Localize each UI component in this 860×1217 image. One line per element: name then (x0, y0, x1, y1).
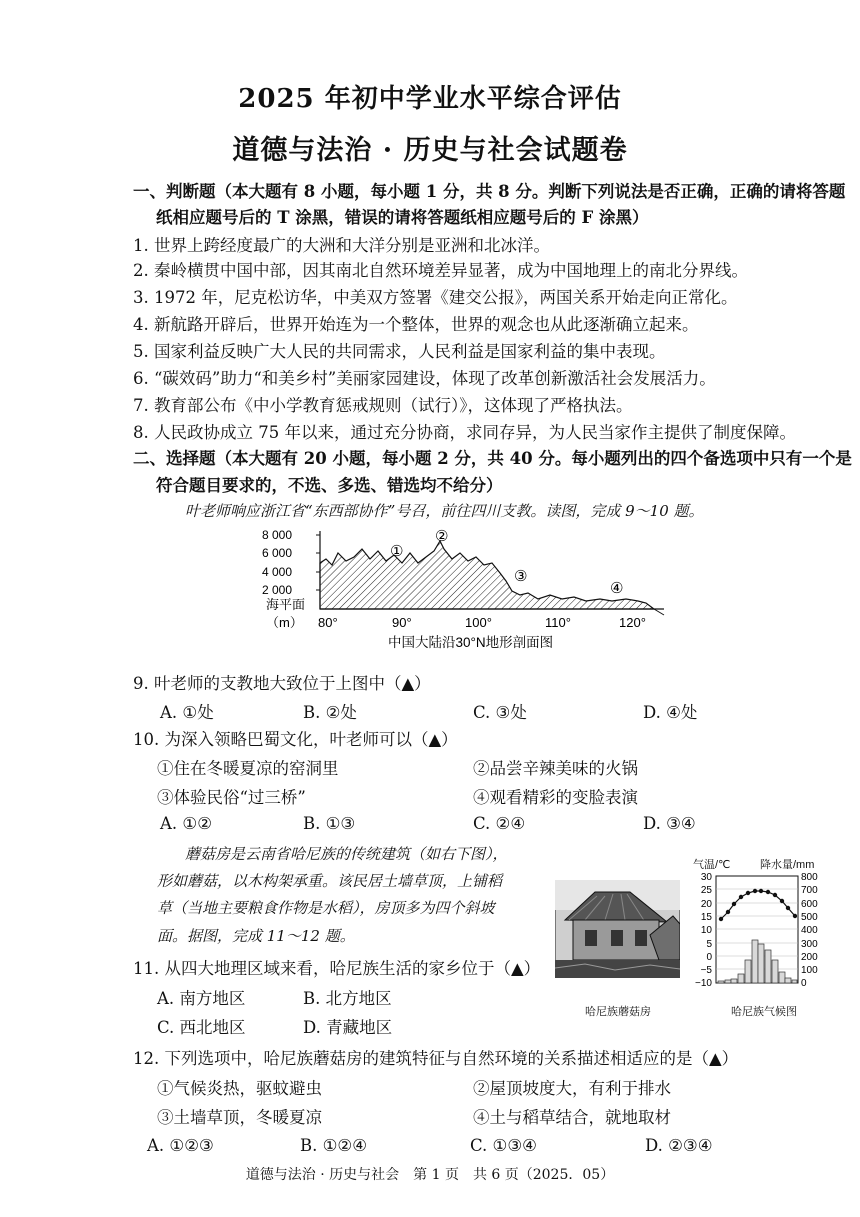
temp-tick-0: 0 (706, 952, 712, 963)
q12-choice-2: ②屋顶坡度大，有利于排水 (473, 1079, 671, 1098)
q10-option-a: A. ①② (160, 814, 212, 833)
q9-10-intro: 叶老师响应浙江省“东西部协作”号召，前往四川支教。读图，完成 9～10 题。 (185, 502, 704, 520)
q12-option-b: B. ①②④ (300, 1136, 367, 1155)
profile-xtick-80: 80° (318, 615, 338, 630)
precip-tick-0: 0 (801, 978, 807, 989)
profile-marker-3: ③ (514, 568, 528, 585)
q11-12-intro-line1: 蘑菇房是云南省哈尼族的传统建筑（如右下图）， (185, 845, 508, 863)
precip-bar-jan (718, 981, 724, 983)
q9-option-d: D. ④处 (643, 703, 698, 722)
q10-choice-3: ③体验民俗“过三桥” (157, 788, 306, 807)
precip-bar-mar (731, 979, 737, 983)
precip-tick-400: 400 (801, 925, 818, 936)
section2-heading: 二、选择题（本大题有 20 小题，每小题 2 分，共 40 分。每小题列出的四个备选项中只有一个是 (133, 449, 852, 468)
temp-tick-15: 15 (700, 912, 712, 923)
profile-xtick-100: 100° (465, 615, 492, 630)
precip-tick-700: 700 (801, 885, 818, 896)
q11-option-a: A. 南方地区 (157, 989, 246, 1008)
q12-choice-3: ③土墙草顶，冬暖夏凉 (157, 1108, 322, 1127)
climate-caption: 哈尼族气候图 (731, 1006, 797, 1018)
climate-precip-label: 降水量/mm (760, 859, 815, 871)
profile-ytick-2000: 2 000 (262, 583, 293, 597)
temp-tick-30: 30 (700, 872, 712, 883)
q11-option-d: D. 青藏地区 (303, 1018, 393, 1037)
q12-option-d: D. ②③④ (645, 1136, 713, 1155)
climate-chart (682, 868, 822, 993)
precip-tick-800: 800 (801, 872, 818, 883)
precip-bar-dec (792, 980, 797, 983)
q11-12-intro-line2: 形如蘑菇，以木构架承重。该民居土墙草顶，上铺稻 (157, 872, 503, 890)
exam-subtitle: 道德与法治 · 历史与社会试题卷 (232, 135, 628, 166)
q10-option-d: D. ③④ (643, 814, 696, 833)
temp-tick-5: 5 (706, 939, 712, 950)
q9-option-c: C. ③处 (473, 703, 527, 722)
judge-item-1: 1. 世界上跨经度最广的大洲和大洋分别是亚洲和北冰洋。 (133, 236, 550, 255)
precip-bar-jun (752, 940, 758, 983)
profile-xtick-110: 110° (545, 615, 571, 630)
q12-choice-4: ④土与稻草结合，就地取材 (473, 1108, 671, 1127)
house-caption: 哈尼族蘑菇房 (585, 1006, 651, 1018)
judge-item-8: 8. 人民政协成立 75 年以来，通过充分协商，求同存异，为人民当家作主提供了制度保障。 (133, 423, 796, 442)
judge-item-4: 4. 新航路开辟后，世界开始连为一个整体，世界的观念也从此逐渐确立起来。 (133, 315, 699, 334)
profile-ytick-4000: 4 000 (262, 565, 293, 579)
q10-option-c: C. ②④ (473, 814, 526, 833)
q11-12-intro-line3: 草（当地主要粮食作物是水稻），房顶多为四个斜坡 (157, 899, 495, 917)
mushroom-house-image (555, 880, 680, 978)
profile-marker-1: ① (390, 543, 404, 560)
q10-option-b: B. ①③ (303, 814, 356, 833)
precip-tick-300: 300 (801, 939, 818, 950)
profile-caption: 中国大陆沿30°N地形剖面图 (388, 635, 554, 650)
q12-choice-1: ①气候炎热，驱蚊避虫 (157, 1079, 322, 1098)
profile-marker-4: ④ (610, 580, 624, 597)
precip-tick-600: 600 (801, 899, 818, 910)
section2-heading-cont: 符合题目要求的，不选、多选、错选均不给分） (156, 476, 503, 495)
judge-item-6: 6. “碳效码”助力“和美乡村”美丽家园建设，体现了改革创新激活社会发展活力。 (133, 369, 716, 388)
precip-bar-feb (725, 980, 731, 983)
judge-item-3: 3. 1972 年，尼克松访华，中美双方签署《建交公报》，两国关系开始走向正常化。 (133, 288, 738, 307)
precip-tick-200: 200 (801, 952, 818, 963)
terrain-profile-chart (262, 523, 682, 658)
judge-item-2: 2. 秦岭横贯中国中部，因其南北自然环境差异显著，成为中国地理上的南北分界线。 (133, 261, 748, 280)
judge-item-7: 7. 教育部公布《中小学教育惩戒规则（试行）》，这体现了严格执法。 (133, 396, 633, 415)
profile-ytick-8000: 8 000 (262, 528, 293, 542)
temp-tick-neg10: −10 (695, 978, 712, 989)
precip-bar-jul (758, 944, 764, 983)
q10-choice-2: ②品尝辛辣美味的火锅 (473, 759, 638, 778)
q12-option-c: C. ①③④ (470, 1136, 537, 1155)
precip-bar-apr (738, 974, 744, 983)
q12-option-a: A. ①②③ (147, 1136, 214, 1155)
q12-stem: 12. 下列选项中，哈尼族蘑菇房的建筑特征与自然环境的关系描述相适应的是（▲） (133, 1049, 739, 1068)
precip-bar-oct (779, 972, 785, 983)
precip-bar-nov (785, 978, 791, 983)
profile-marker-2: ② (435, 528, 449, 545)
q11-option-b: B. 北方地区 (303, 989, 392, 1008)
section1-heading-cont: 纸相应题号后的 T 涂黑，错误的请将答题纸相应题号后的 F 涂黑） (156, 208, 649, 227)
profile-ytick-6000: 6 000 (262, 546, 293, 560)
page-footer: 道德与法治 · 历史与社会 第 1 页 共 6 页（2025．05） (245, 1167, 615, 1183)
q11-stem: 11. 从四大地理区域来看，哈尼族生活的家乡位于（▲） (133, 959, 541, 978)
q10-stem: 10. 为深入领略巴蜀文化，叶老师可以（▲） (133, 730, 458, 749)
q10-choice-4: ④观看精彩的变脸表演 (473, 788, 638, 807)
precip-bar-sep (772, 960, 778, 983)
profile-unit-label: （m） (266, 615, 303, 630)
temp-tick-20: 20 (700, 899, 712, 910)
judge-item-5: 5. 国家利益反映广大人民的共同需求，人民利益是国家利益的集中表现。 (133, 342, 666, 361)
profile-xtick-120: 120° (619, 615, 646, 630)
exam-title: 2025 年初中学业水平综合评估 (238, 84, 622, 114)
temp-tick-10: 10 (700, 925, 712, 936)
q9-option-a: A. ①处 (160, 703, 214, 722)
profile-xtick-90: 90° (392, 615, 412, 630)
q11-12-intro-line4: 面。据图，完成 11～12 题。 (157, 927, 355, 945)
climate-temp-label: 气温/℃ (693, 859, 731, 871)
section1-heading: 一、判断题（本大题有 8 小题，每小题 1 分，共 8 分。判断下列说法是否正确，正确的请将答题 (133, 182, 846, 201)
q9-stem: 9. 叶老师的支教地大致位于上图中（▲） (133, 674, 431, 693)
temp-tick-neg5: −5 (700, 965, 712, 976)
precip-bar-aug (765, 950, 771, 983)
precip-tick-500: 500 (801, 912, 818, 923)
q11-option-c: C. 西北地区 (157, 1018, 246, 1037)
q9-option-b: B. ②处 (303, 703, 357, 722)
temp-tick-25: 25 (700, 885, 712, 896)
profile-sea-level-label: 海平面 (266, 597, 306, 612)
precip-tick-100: 100 (801, 965, 818, 976)
q10-choice-1: ①住在冬暖夏凉的窑洞里 (157, 759, 339, 778)
precip-bar-may (745, 960, 751, 983)
profile-terrain (320, 541, 654, 609)
